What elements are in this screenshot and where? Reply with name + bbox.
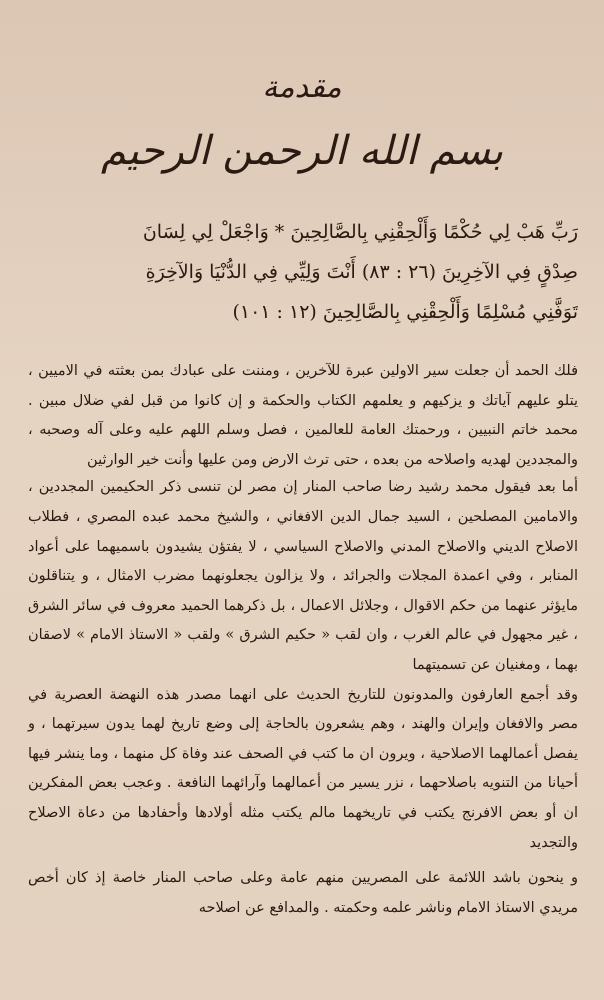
body-text [28, 357, 578, 923]
paragraph: أما بعد فيقول محمد رشيد رضا صاحب المنار إن مصر لن تنسى ذكر الحكيمين المجددين ، والامامين المصلحين ، السيد جمال الدين الافغاني ، والشيخ محمد عبده المصري ، فطلاب الاصلاح الديني والاصلاح المدني والاصلاح السياسي ، لا يفتؤن يشيدون باسميهما على أعواد المنابر ، وفي اعمدة المجلات والجرائد ، ولا يزالون يجعلونهما مضرب الامثال ، و يتناقلون مايؤثر عنهما من حكم الاقوال ، وجلائل الاعمال ، بل ذكرهما الحميد معروف في سائر الشرق ، غير مجهول في عالم الغرب ، وان لقب « حكيم الشرق » ولقب « الاستاذ الامام » لاصقان بهما ، ومغنيان عن تسميتهما [28, 479, 578, 673]
verse-line: تَوَفَّنِي مُسْلِمًا وَأَلْحِقْنِي بِالصَّالِحِينَ (١٢ : ١٠١) [232, 301, 578, 323]
verse-line: رَبِّ هَبْ لِي حُكْمًا وَأَلْحِقْنِي بِالصَّالِحِينَ * وَاجْعَلْ لِي لِسَانَ [142, 221, 578, 243]
page-heading: مقدمة [262, 70, 342, 105]
paragraph: وقد أجمع العارفون والمدونون للتاريخ الحديث على انهما مصدر هذه النهضة العصرية في مصر والافغان وإيران والهند ، وهم يشعرون بالحاجة إلى وضع تاريخ لهما يدون سيرتهما ، و يفصل أعمالهما الاصلاحية ، ويرون ان ما كتب في الصحف عند وفاة كل منهما ، وما ينشر فيها أحيانا من التنويه باصلاحهما ، نزر يسير من أعمالهما وآرائهما النافعة . وعجب بعض المفكرين ان أو بعض الافرنج يكتب في تاريخهما مالم يكتب مثله أولادها وأحفادها من دعاة الاصلاح والتجديد [28, 686, 578, 851]
paragraph: و ينحون باشد اللائمة على المصريين منهم عامة وعلى صاحب المنار خاصة إذ كان أخص مريدي الاستاذ الامام وناشر علمه وحكمته . والمدافع عن اصلاحه [28, 870, 578, 916]
basmala: بسم الله الرحمن الرحيم [100, 128, 504, 174]
verse-line: صِدْقٍ فِي الآخِرِينَ (٢٦ : ٨٣) أَنْتَ وَلِيِّي فِي الدُّنْيَا وَالآخِرَةِ [145, 261, 578, 283]
paragraph: فلك الحمد أن جعلت سير الاولين عبرة للآخرين ، ومننت على عبادك بمن بعثته في الاميين ، يتلو عليهم آياتك و يزكيهم و يعلمهم الكتاب والحكمة و إن كانوا من قبل لفي ضلال مبين . محمد خاتم النبيين ، ورحمتك العامة للعالمين ، فصل وسلم اللهم عليه وعلى آله وصحبه ، والمجددين لهديه واصلاحه من بعده ، حتى ترث الارض ومن عليها وأنت خير الوارثين [28, 363, 578, 468]
quranic-verse [44, 212, 578, 332]
